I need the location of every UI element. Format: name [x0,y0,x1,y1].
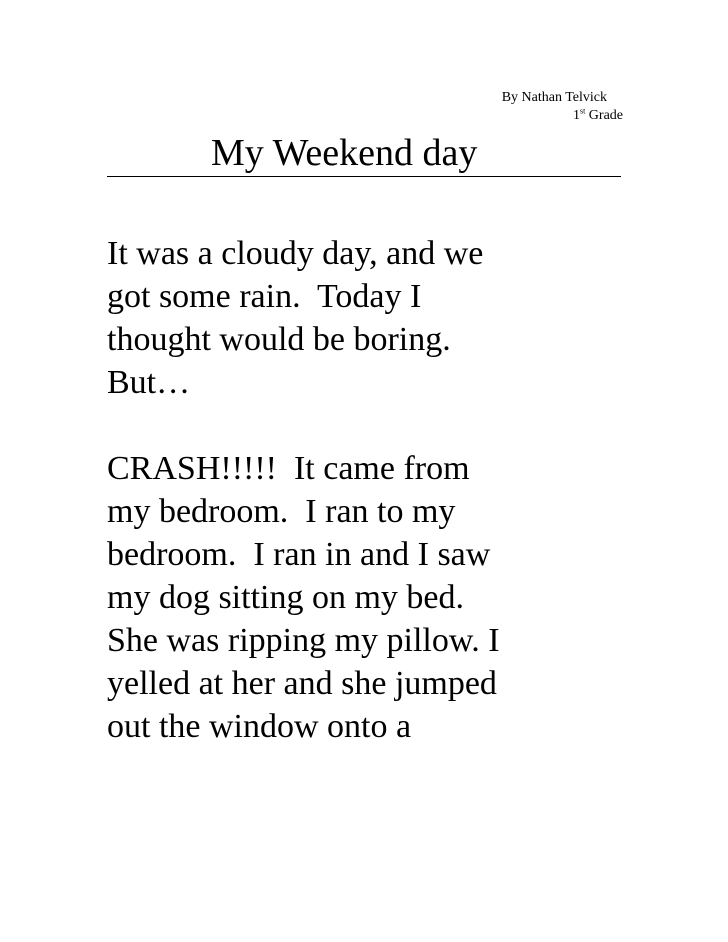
text-line: CRASH!!!!! It came from [107,450,470,487]
author-name: By Nathan Telvick [501,90,607,105]
title-bar [107,131,621,177]
paragraph-gap [107,404,627,447]
grade-number: 1 [572,108,580,123]
text-line: It was a cloudy day, and we [107,235,484,272]
paragraph [107,447,627,748]
text-line: thought would be boring. [107,321,451,358]
paragraph [107,232,627,404]
text-line: out the window onto a [107,708,412,745]
text-line: But… [107,364,191,401]
grade-level [502,107,623,125]
byline [502,89,623,125]
text-line: yelled at her and she jumped [107,665,497,702]
story-body [107,232,627,748]
text-line: bedroom. I ran in and I saw [107,536,491,573]
text-line: my bedroom. I ran to my [107,493,456,530]
text-line: my dog sitting on my bed. [107,579,464,616]
grade-suffix: st [579,106,586,116]
text-line: She was ripping my pillow. I [107,622,500,659]
page-title: My Weekend day [211,132,478,174]
grade-word: Grade [588,108,623,123]
text-line: got some rain. Today I [107,278,422,315]
